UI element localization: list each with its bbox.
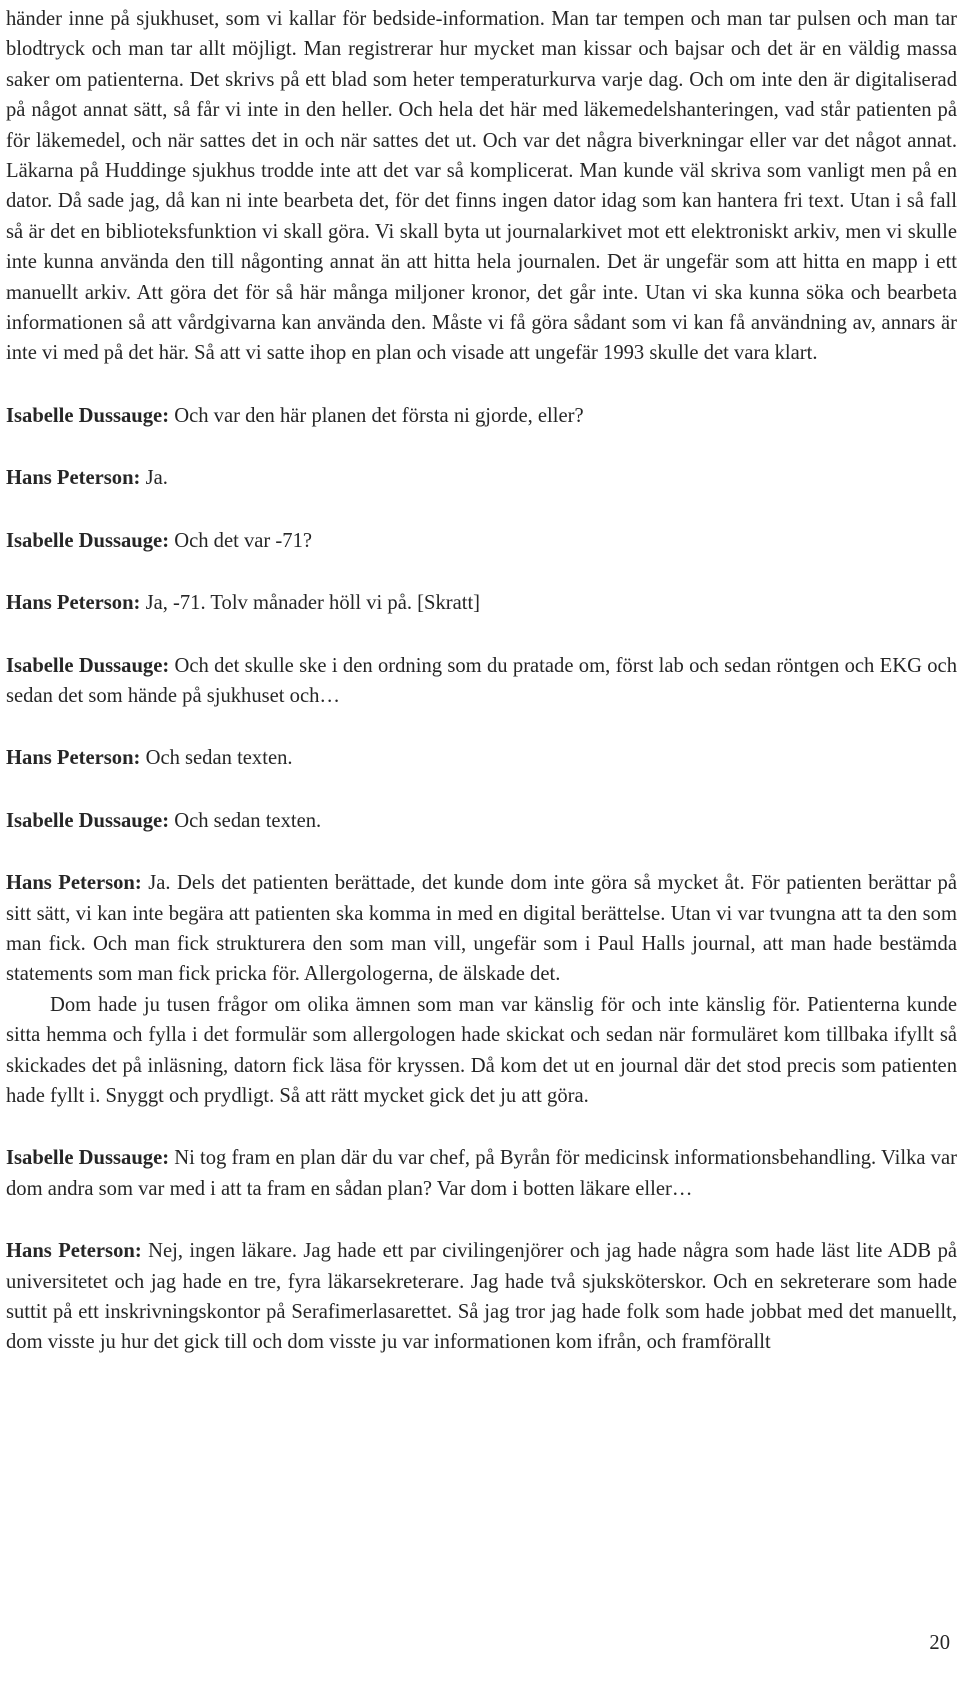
paragraph-10 <box>6 990 957 1112</box>
paragraph-text: Och det skulle ske i den ordning som du pratade om, först lab och sedan röntgen och EKG och sedan det som hände på sjukhuset och… <box>6 654 957 707</box>
paragraph-3 <box>6 463 957 493</box>
paragraph-5 <box>6 588 957 618</box>
paragraph-7 <box>6 743 957 773</box>
page-number: 20 <box>929 1632 950 1654</box>
paragraph-text: Och sedan texten. <box>169 809 322 832</box>
speaker-name: Hans Peterson: <box>6 872 142 895</box>
speaker-name: Isabelle Dussauge: <box>6 404 170 427</box>
speaker-name: Isabelle Dussauge: <box>6 529 170 552</box>
document-page <box>6 4 957 1390</box>
speaker-name: Hans Peterson: <box>6 592 141 615</box>
paragraph-4 <box>6 526 957 556</box>
speaker-name: Isabelle Dussauge: <box>6 809 170 832</box>
speaker-name: Isabelle Dussauge: <box>6 654 170 677</box>
paragraph-6 <box>6 651 957 712</box>
paragraph-text: Ja. Dels det patienten berättade, det kunde dom inte göra så mycket åt. För patienten berättar på sitt sätt, vi kan inte begära att patienten ska komma in med en digital berättelse. Utan vi var tvungna att ta den som man fick. Och man fick strukturera den som man vill, ungefär som i Paul Halls journal, att man hade bestämda statements som man fick pricka för. Allergologerna, de älskade det. <box>6 872 957 986</box>
paragraph-2 <box>6 401 957 431</box>
paragraph-text: händer inne på sjukhuset, som vi kallar för bedside-information. Man tar tempen och man tar pulsen och man tar blodtryck och man tar allt möjligt. Man registrerar hur mycket man kissar och bajsar och det är en väldig massa saker om patienterna. Det skrivs på ett blad som heter temperaturkurva varje dag. Och om inte den är digitaliserad på något annat sätt, så får vi inte in den heller. Och hela det här med läkemedelshanteringen, vad står patienten på för läkemedel, och när sattes det in och när sattes det ut. Och var det några biverkningar eller var det något annat. Läkarna på Huddinge sjukhus trodde inte att det var så komplicerat. Man kunde väl skriva som vanligt men på en dator. Då sade jag, då kan ni inte bearbeta det, för det finns ingen dator idag som kan hantera fri text. Utan i så fall så är det en biblioteksfunktion vi skall göra. Vi skall byta ut journalarkivet mot ett elektroniskt arkiv, men vi skulle inte kunna använda den till någonting annat än att hitta hela journalen. Det är ungefär som att hitta en mapp i ett manuellt arkiv. Att göra det för så här många miljoner kronor, det går inte. Utan vi ska kunna söka och bearbeta informationen så att vårdgivarna kan använda den. Måste vi få göra sådant som vi kan få användning av, annars är inte vi med på det här. Så att vi satte ihop en plan och visade att ungefär 1993 skulle det vara klart. <box>6 8 957 365</box>
paragraph-1 <box>6 4 957 369</box>
speaker-name: Hans Peterson: <box>6 1240 142 1263</box>
paragraph-text: Dom hade ju tusen frågor om olika ämnen som man var känslig för och inte känslig för. Patienterna kunde sitta hemma och fylla i det formulär som allergologen hade skickat och sedan när formuläret kom tillbaka ifyllt så skickades det på inläsning, datorn fick läsa för kryssen. Då kom det ut en journal där det stod precis som patienten hade fyllt i. Snyggt och prydligt. Så att rätt mycket gick det ju att göra. <box>6 993 957 1107</box>
paragraph-text: Ni tog fram en plan där du var chef, på Byrån för medicinsk informationsbehandling. Vilka var dom andra som var med i att ta fram en sådan plan? Var dom i botten läkare eller… <box>6 1147 957 1200</box>
paragraph-11 <box>6 1143 957 1204</box>
paragraph-text: Och sedan texten. <box>140 747 293 770</box>
paragraph-text: Och det var -71? <box>169 529 313 552</box>
paragraph-9 <box>6 868 957 990</box>
speaker-name: Hans Peterson: <box>6 467 141 490</box>
speaker-name: Isabelle Dussauge: <box>6 1147 170 1170</box>
paragraph-text: Ja. <box>140 467 168 490</box>
paragraph-12 <box>6 1236 957 1358</box>
paragraph-8 <box>6 806 957 836</box>
speaker-name: Hans Peterson: <box>6 747 141 770</box>
paragraph-text: Nej, ingen läkare. Jag hade ett par civilingenjörer och jag hade några som hade läst lite ADB på universitetet och jag hade en tre, fyra läkarsekreterare. Jag hade två sjuksköterskor. Och en sekreterare som hade suttit på ett inskrivningskontor på Serafimerlasarettet. Så jag tror jag hade folk som hade jobbat med det manuellt, dom visste ju hur det gick till och dom visste ju var informationen kom ifrån, och framförallt <box>6 1240 958 1354</box>
paragraph-text: Ja, -71. Tolv månader höll vi på. [Skratt] <box>140 592 481 615</box>
paragraph-text: Och var den här planen det första ni gjorde, eller? <box>169 404 584 427</box>
